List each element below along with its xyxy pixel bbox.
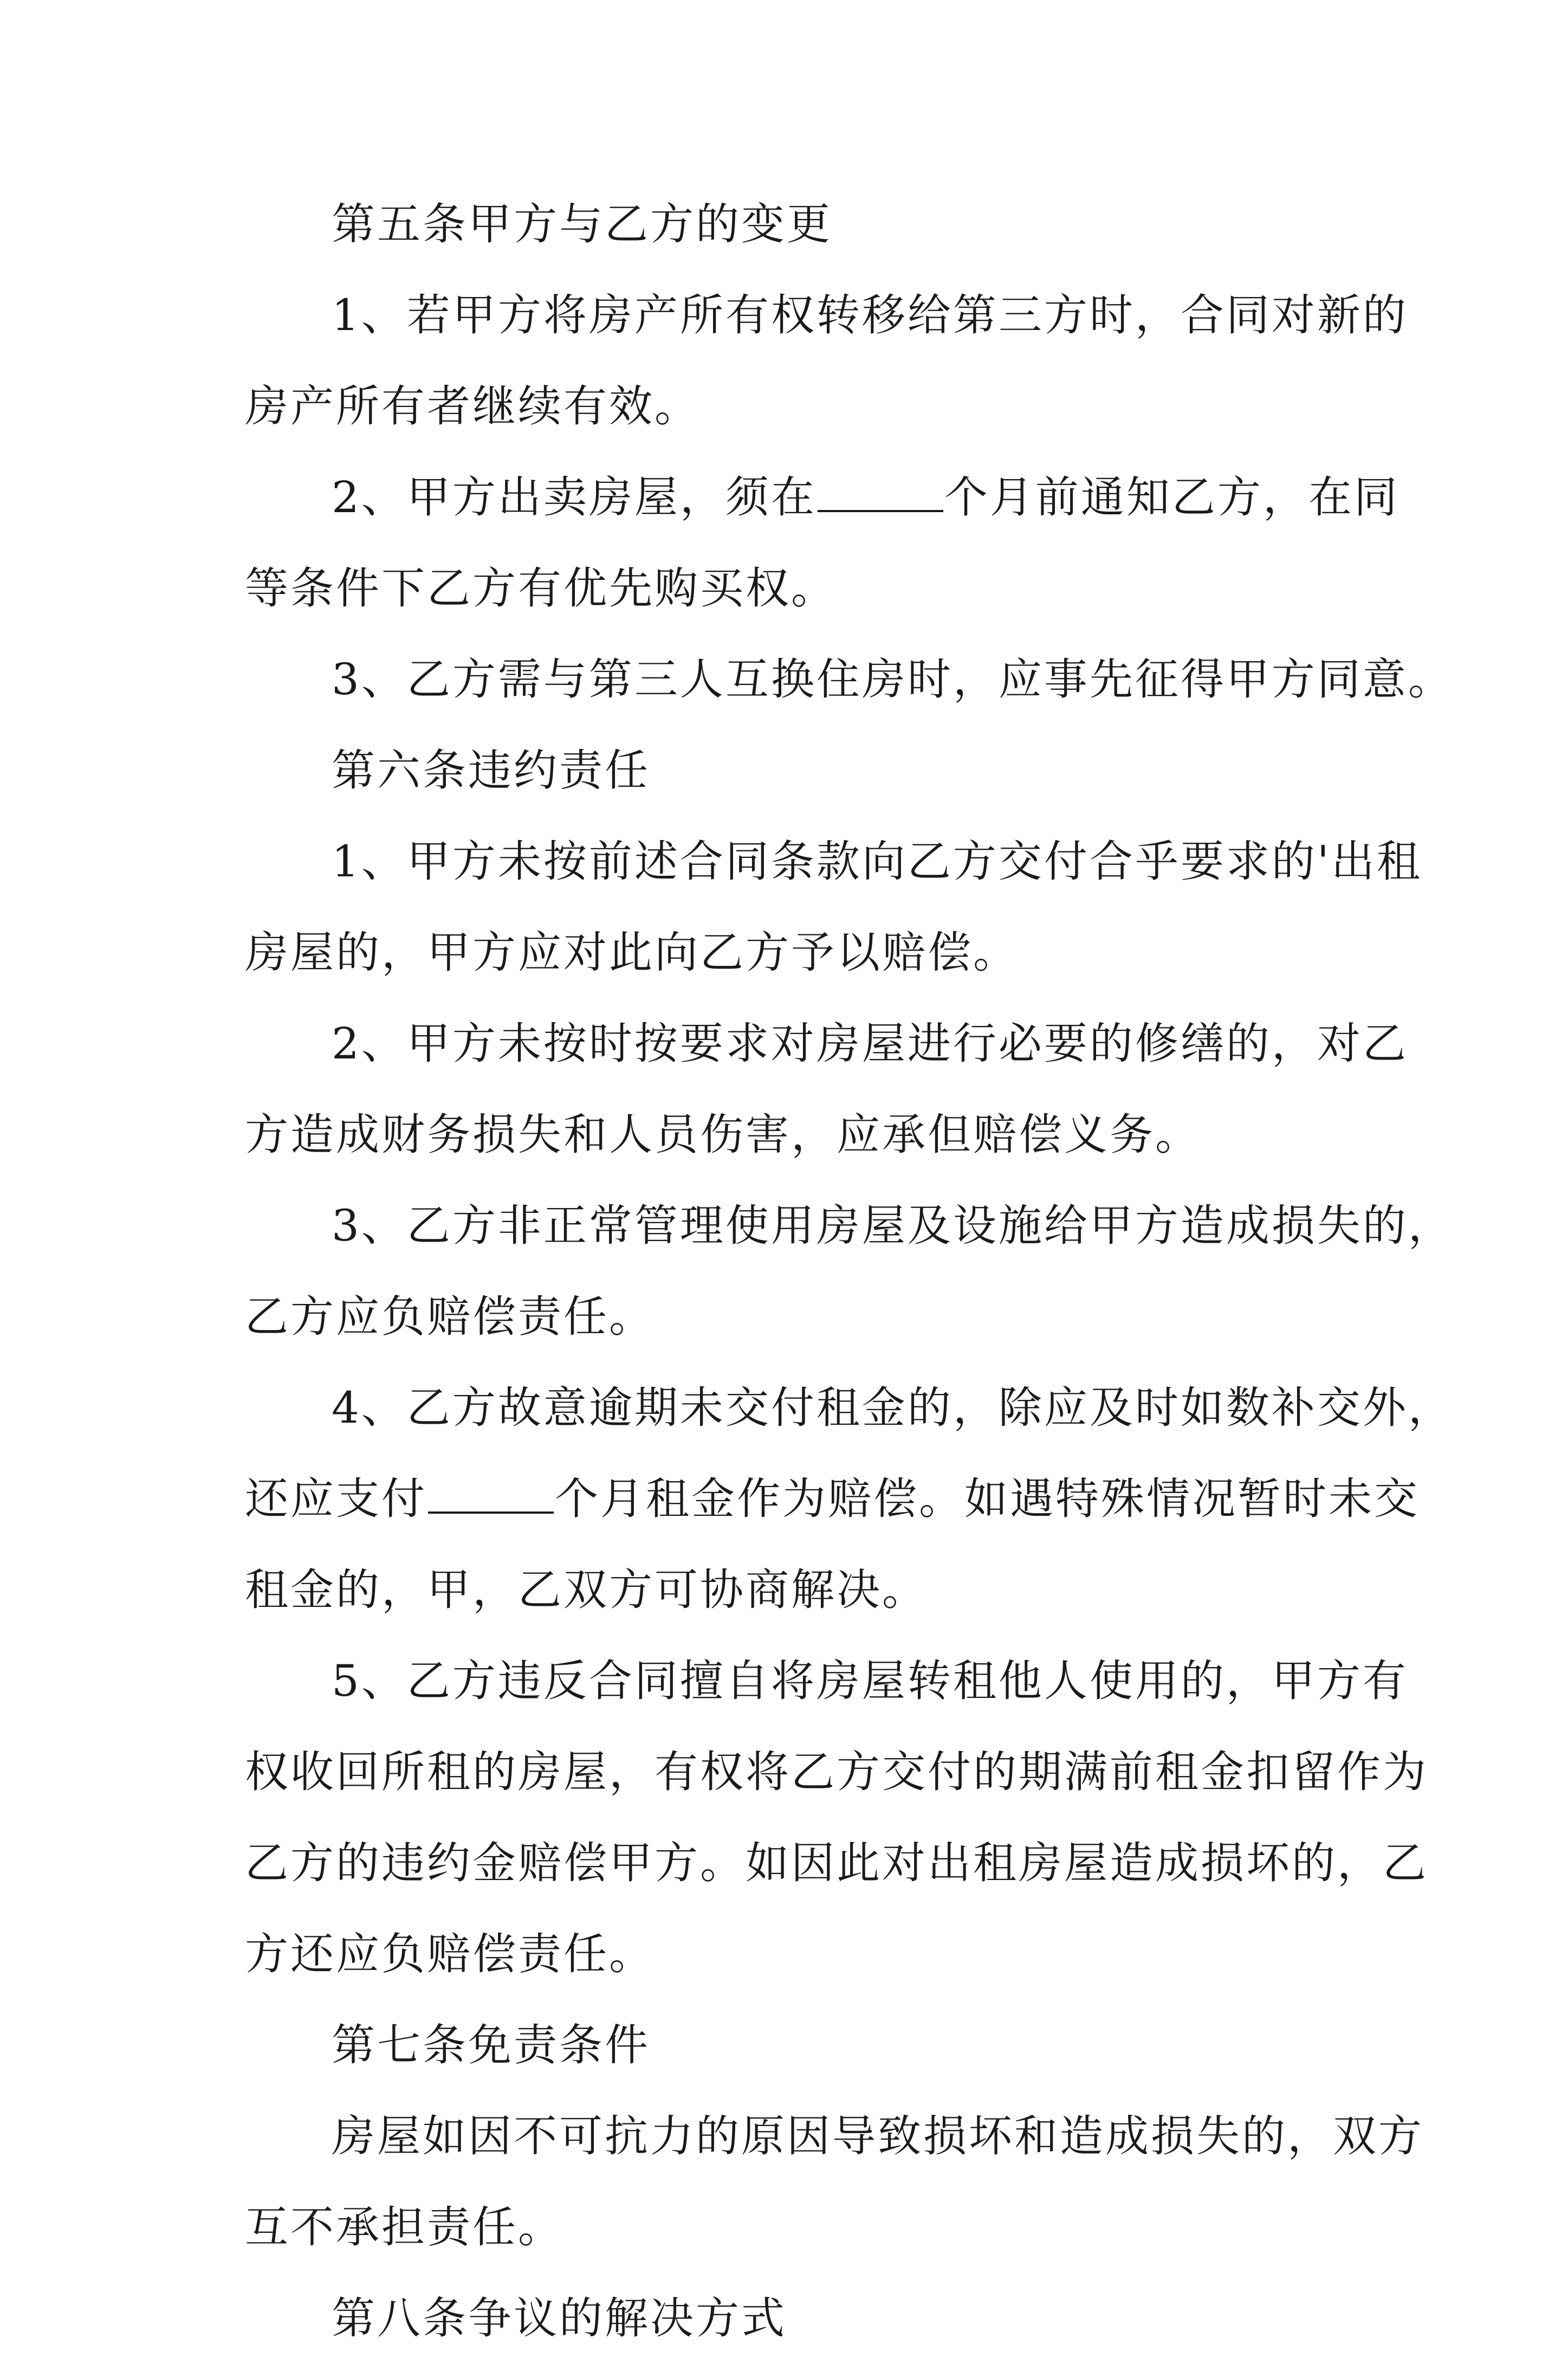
article-5-heading: 第五条甲方与乙方的变更 bbox=[332, 199, 832, 249]
fill-in-blank bbox=[428, 1474, 554, 1514]
article-6-clause-3-line-2: 乙方应负赔偿责任。 bbox=[245, 1291, 655, 1342]
article-7-clause-line-2: 互不承担责任。 bbox=[245, 2202, 563, 2252]
article-6-clause-1-line-2: 房屋的，甲方应对此向乙方予以赔偿。 bbox=[245, 927, 1019, 978]
fill-in-blank bbox=[818, 472, 943, 512]
article-5-clause-1-line-1: 1、若甲方将房产所有权转移给第三方时，合同对新的 bbox=[332, 290, 1408, 340]
document-page bbox=[245, 179, 1454, 2364]
article-6-clause-5-line-2: 权收回所租的房屋，有权将乙方交付的期满前租金扣留作为 bbox=[245, 1747, 1428, 1797]
article-5-clause-3-line-1: 3、乙方需与第三人互换住房时，应事先征得甲方同意。 bbox=[332, 654, 1454, 705]
article-6-clause-4-line-3: 租金的，甲，乙双方可协商解决。 bbox=[245, 1565, 928, 1615]
clause-text: 个月前通知乙方，在同 bbox=[944, 472, 1399, 522]
clause-text: 个月租金作为赔偿。如遇特殊情况暂时未交 bbox=[555, 1474, 1420, 1524]
article-6-clause-4-line-2 bbox=[245, 1454, 1420, 1545]
article-5-clause-2-line-2: 等条件下乙方有优先购买权。 bbox=[245, 563, 837, 613]
article-6-clause-4-line-1: 4、乙方故意逾期未交付租金的，除应及时如数补交外， bbox=[332, 1383, 1454, 1433]
article-6-clause-1-line-1: 1、甲方未按前述合同条款向乙方交付合乎要求的'出租 bbox=[332, 836, 1422, 887]
article-5-clause-2-line-1 bbox=[245, 452, 1399, 543]
article-6-clause-5-line-4: 方还应负赔偿责任。 bbox=[245, 1929, 655, 1979]
clause-text: 还应支付 bbox=[245, 1474, 427, 1524]
article-6-heading: 第六条违约责任 bbox=[332, 745, 650, 796]
article-7-clause-line-1: 房屋如因不可抗力的原因导致损坏和造成损失的，双方 bbox=[332, 2111, 1424, 2161]
article-7-heading: 第七条免责条件 bbox=[332, 2020, 650, 2070]
article-6-clause-5-line-1: 5、乙方违反合同擅自将房屋转租他人使用的，甲方有 bbox=[332, 1656, 1408, 1706]
article-6-clause-5-line-3: 乙方的违约金赔偿甲方。如因此对出租房屋造成损坏的，乙 bbox=[245, 1838, 1428, 1888]
article-5-clause-1-line-2: 房产所有者继续有效。 bbox=[245, 381, 700, 431]
article-6-clause-2-line-1: 2、甲方未按时按要求对房屋进行必要的修缮的，对乙 bbox=[332, 1018, 1408, 1069]
article-8-heading: 第八条争议的解决方式 bbox=[332, 2293, 787, 2343]
article-6-clause-3-line-1: 3、乙方非正常管理使用房屋及设施给甲方造成损失的， bbox=[332, 1200, 1454, 1251]
clause-text: 2、甲方出卖房屋，须在 bbox=[332, 472, 817, 522]
article-6-clause-2-line-2: 方造成财务损失和人员伤害，应承但赔偿义务。 bbox=[245, 1109, 1201, 1160]
